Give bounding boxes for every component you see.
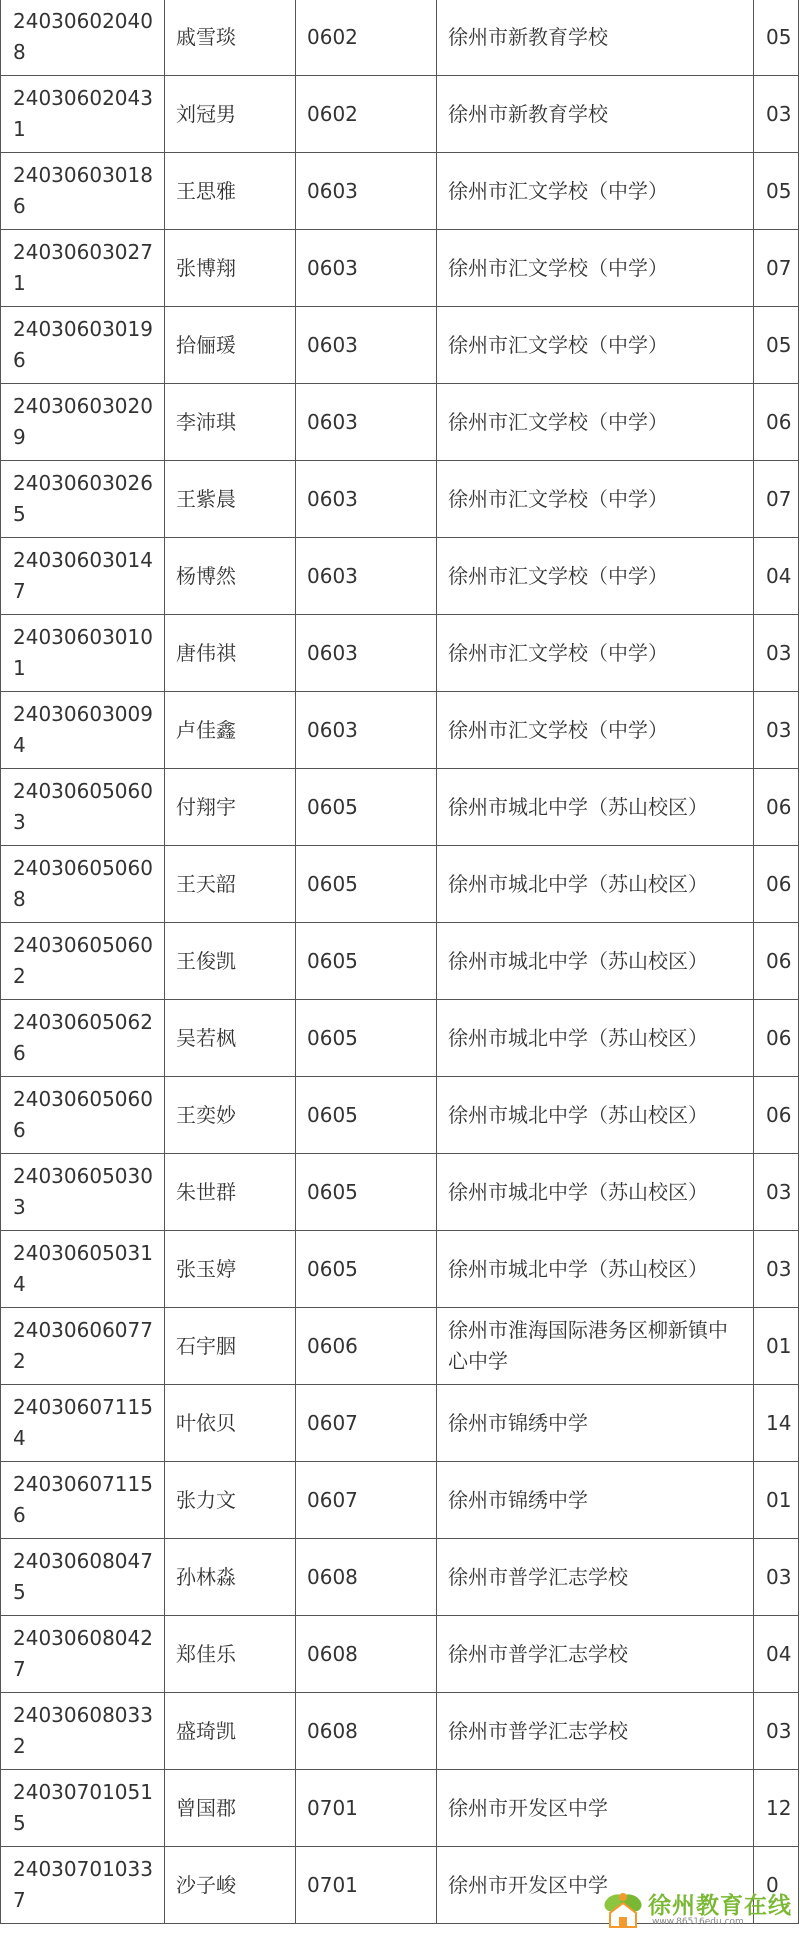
cell-exam-id: 240306020408: [1, 0, 165, 76]
results-table-body: [1, 0, 799, 1924]
cell-exam-id: 240306030209: [1, 384, 165, 461]
cell-exam-id: 240306050626: [1, 1000, 165, 1077]
cell-school-code: 0603: [296, 538, 437, 615]
cell-school-name: 徐州市汇文学校（中学）: [437, 538, 754, 615]
cell-school-name: 徐州市城北中学（苏山校区）: [437, 1231, 754, 1308]
watermark-url: www.86516edu.com: [652, 1917, 744, 1927]
cell-exam-id: 240306030271: [1, 230, 165, 307]
table-row: [1, 615, 799, 692]
cell-school-name: 徐州市普学汇志学校: [437, 1693, 754, 1770]
cell-exam-id: 240306030147: [1, 538, 165, 615]
cell-school-name: 徐州市汇文学校（中学）: [437, 692, 754, 769]
cell-exam-id: 240306071154: [1, 1385, 165, 1462]
cell-school-name: 徐州市汇文学校（中学）: [437, 461, 754, 538]
cell-school-name: 徐州市锦绣中学: [437, 1385, 754, 1462]
cell-number: 06: [754, 769, 799, 846]
cell-school-code: 0603: [296, 461, 437, 538]
table-row: [1, 1077, 799, 1154]
cell-school-code: 0607: [296, 1385, 437, 1462]
cell-number: 12: [754, 1770, 799, 1847]
cell-school-code: 0603: [296, 615, 437, 692]
cell-number: 03: [754, 1154, 799, 1231]
cell-student-name: 张博翔: [165, 230, 296, 307]
cell-school-name: 徐州市汇文学校（中学）: [437, 615, 754, 692]
cell-school-name: 徐州市城北中学（苏山校区）: [437, 846, 754, 923]
cell-number: 04: [754, 1616, 799, 1693]
cell-exam-id: 240306030265: [1, 461, 165, 538]
cell-exam-id: 240306080332: [1, 1693, 165, 1770]
cell-exam-id: 240306071156: [1, 1462, 165, 1539]
cell-number: 05: [754, 307, 799, 384]
cell-number: 04: [754, 538, 799, 615]
cell-student-name: 王紫晨: [165, 461, 296, 538]
cell-exam-id: 240307010337: [1, 1847, 165, 1924]
table-row: [1, 0, 799, 76]
cell-student-name: 李沛琪: [165, 384, 296, 461]
cell-student-name: 付翔宇: [165, 769, 296, 846]
cell-school-name: 徐州市汇文学校（中学）: [437, 153, 754, 230]
cell-school-name: 徐州市新教育学校: [437, 76, 754, 153]
cell-number: 06: [754, 384, 799, 461]
cell-student-name: 王天韶: [165, 846, 296, 923]
cell-number: 06: [754, 846, 799, 923]
table-row: [1, 76, 799, 153]
cell-student-name: 叶依贝: [165, 1385, 296, 1462]
table-row: [1, 307, 799, 384]
cell-school-name: 徐州市普学汇志学校: [437, 1616, 754, 1693]
cell-student-name: 石宇胭: [165, 1308, 296, 1385]
cell-number: 06: [754, 923, 799, 1000]
cell-exam-id: 240306020431: [1, 76, 165, 153]
cell-school-name: 徐州市普学汇志学校: [437, 1539, 754, 1616]
cell-number: 03: [754, 1539, 799, 1616]
cell-school-code: 0608: [296, 1693, 437, 1770]
cell-school-code: 0603: [296, 153, 437, 230]
cell-number: 0: [754, 1847, 799, 1924]
table-row: [1, 1462, 799, 1539]
cell-school-code: 0602: [296, 0, 437, 76]
cell-exam-id: 240306080427: [1, 1616, 165, 1693]
cell-school-name: 徐州市新教育学校: [437, 0, 754, 76]
cell-student-name: 沙子峻: [165, 1847, 296, 1924]
cell-school-name: 徐州市汇文学校（中学）: [437, 384, 754, 461]
table-row: [1, 1693, 799, 1770]
cell-student-name: 王思雅: [165, 153, 296, 230]
cell-school-code: 0603: [296, 230, 437, 307]
cell-exam-id: 240306060772: [1, 1308, 165, 1385]
cell-school-code: 0605: [296, 1000, 437, 1077]
cell-number: 01: [754, 1308, 799, 1385]
watermark-title: 徐州教育在线: [648, 1893, 792, 1919]
cell-student-name: 张力文: [165, 1462, 296, 1539]
cell-number: 06: [754, 1077, 799, 1154]
cell-school-name: 徐州市城北中学（苏山校区）: [437, 1154, 754, 1231]
table-row: [1, 846, 799, 923]
cell-school-code: 0605: [296, 769, 437, 846]
cell-exam-id: 240306050303: [1, 1154, 165, 1231]
table-row: [1, 923, 799, 1000]
cell-number: 06: [754, 1000, 799, 1077]
cell-number: 03: [754, 615, 799, 692]
table-row: [1, 1154, 799, 1231]
cell-number: 03: [754, 692, 799, 769]
cell-school-name: 徐州市汇文学校（中学）: [437, 230, 754, 307]
cell-school-name: 徐州市淮海国际港务区柳新镇中心中学: [437, 1308, 754, 1385]
cell-exam-id: 240306030094: [1, 692, 165, 769]
cell-student-name: 盛琦凯: [165, 1693, 296, 1770]
cell-student-name: 拾俪瑗: [165, 307, 296, 384]
cell-number: 03: [754, 76, 799, 153]
cell-student-name: 曾国郡: [165, 1770, 296, 1847]
cell-school-code: 0605: [296, 923, 437, 1000]
cell-school-name: 徐州市城北中学（苏山校区）: [437, 1000, 754, 1077]
cell-school-code: 0701: [296, 1770, 437, 1847]
table-row: [1, 769, 799, 846]
cell-exam-id: 240306030186: [1, 153, 165, 230]
cell-school-code: 0607: [296, 1462, 437, 1539]
cell-exam-id: 240306050606: [1, 1077, 165, 1154]
cell-school-code: 0606: [296, 1308, 437, 1385]
leaf-house-logo-icon: [602, 1889, 644, 1929]
cell-school-code: 0608: [296, 1616, 437, 1693]
table-row: [1, 384, 799, 461]
cell-school-code: 0603: [296, 692, 437, 769]
cell-school-code: 0602: [296, 76, 437, 153]
cell-school-name: 徐州市汇文学校（中学）: [437, 307, 754, 384]
cell-number: 05: [754, 153, 799, 230]
cell-student-name: 吴若枫: [165, 1000, 296, 1077]
cell-school-name: 徐州市城北中学（苏山校区）: [437, 923, 754, 1000]
cell-exam-id: 240307010515: [1, 1770, 165, 1847]
cell-student-name: 刘冠男: [165, 76, 296, 153]
cell-student-name: 郑佳乐: [165, 1616, 296, 1693]
cell-student-name: 王俊凯: [165, 923, 296, 1000]
cell-school-code: 0608: [296, 1539, 437, 1616]
cell-school-code: 0603: [296, 307, 437, 384]
cell-number: 07: [754, 461, 799, 538]
cell-school-code: 0605: [296, 1154, 437, 1231]
cell-exam-id: 240306030196: [1, 307, 165, 384]
cell-school-code: 0603: [296, 384, 437, 461]
cell-school-name: 徐州市开发区中学: [437, 1847, 754, 1924]
cell-school-code: 0701: [296, 1847, 437, 1924]
cell-school-code: 0605: [296, 1077, 437, 1154]
table-row: [1, 230, 799, 307]
cell-school-code: 0605: [296, 846, 437, 923]
table-row: [1, 1231, 799, 1308]
table-row: [1, 1385, 799, 1462]
table-row: [1, 1000, 799, 1077]
cell-exam-id: 240306080475: [1, 1539, 165, 1616]
cell-student-name: 张玉婷: [165, 1231, 296, 1308]
table-row: [1, 1770, 799, 1847]
table-row: [1, 692, 799, 769]
table-row: [1, 538, 799, 615]
cell-student-name: 朱世群: [165, 1154, 296, 1231]
table-row: [1, 1616, 799, 1693]
cell-number: 05: [754, 0, 799, 76]
cell-school-name: 徐州市城北中学（苏山校区）: [437, 1077, 754, 1154]
cell-student-name: 唐伟祺: [165, 615, 296, 692]
cell-number: 14: [754, 1385, 799, 1462]
cell-number: 01: [754, 1462, 799, 1539]
cell-student-name: 孙林淼: [165, 1539, 296, 1616]
table-row: [1, 1539, 799, 1616]
cell-number: 07: [754, 230, 799, 307]
cell-school-name: 徐州市开发区中学: [437, 1770, 754, 1847]
cell-exam-id: 240306050608: [1, 846, 165, 923]
cell-student-name: 戚雪琰: [165, 0, 296, 76]
cell-exam-id: 240306050603: [1, 769, 165, 846]
watermark: [602, 1885, 798, 1933]
table-row: [1, 1308, 799, 1385]
cell-school-name: 徐州市锦绣中学: [437, 1462, 754, 1539]
cell-number: 03: [754, 1693, 799, 1770]
cell-exam-id: 240306050314: [1, 1231, 165, 1308]
cell-student-name: 卢佳鑫: [165, 692, 296, 769]
cell-exam-id: 240306030101: [1, 615, 165, 692]
cell-student-name: 王奕妙: [165, 1077, 296, 1154]
table-row: [1, 461, 799, 538]
cell-school-code: 0605: [296, 1231, 437, 1308]
cell-number: 03: [754, 1231, 799, 1308]
cell-student-name: 杨博然: [165, 538, 296, 615]
cell-school-name: 徐州市城北中学（苏山校区）: [437, 769, 754, 846]
cell-exam-id: 240306050602: [1, 923, 165, 1000]
table-row: [1, 153, 799, 230]
